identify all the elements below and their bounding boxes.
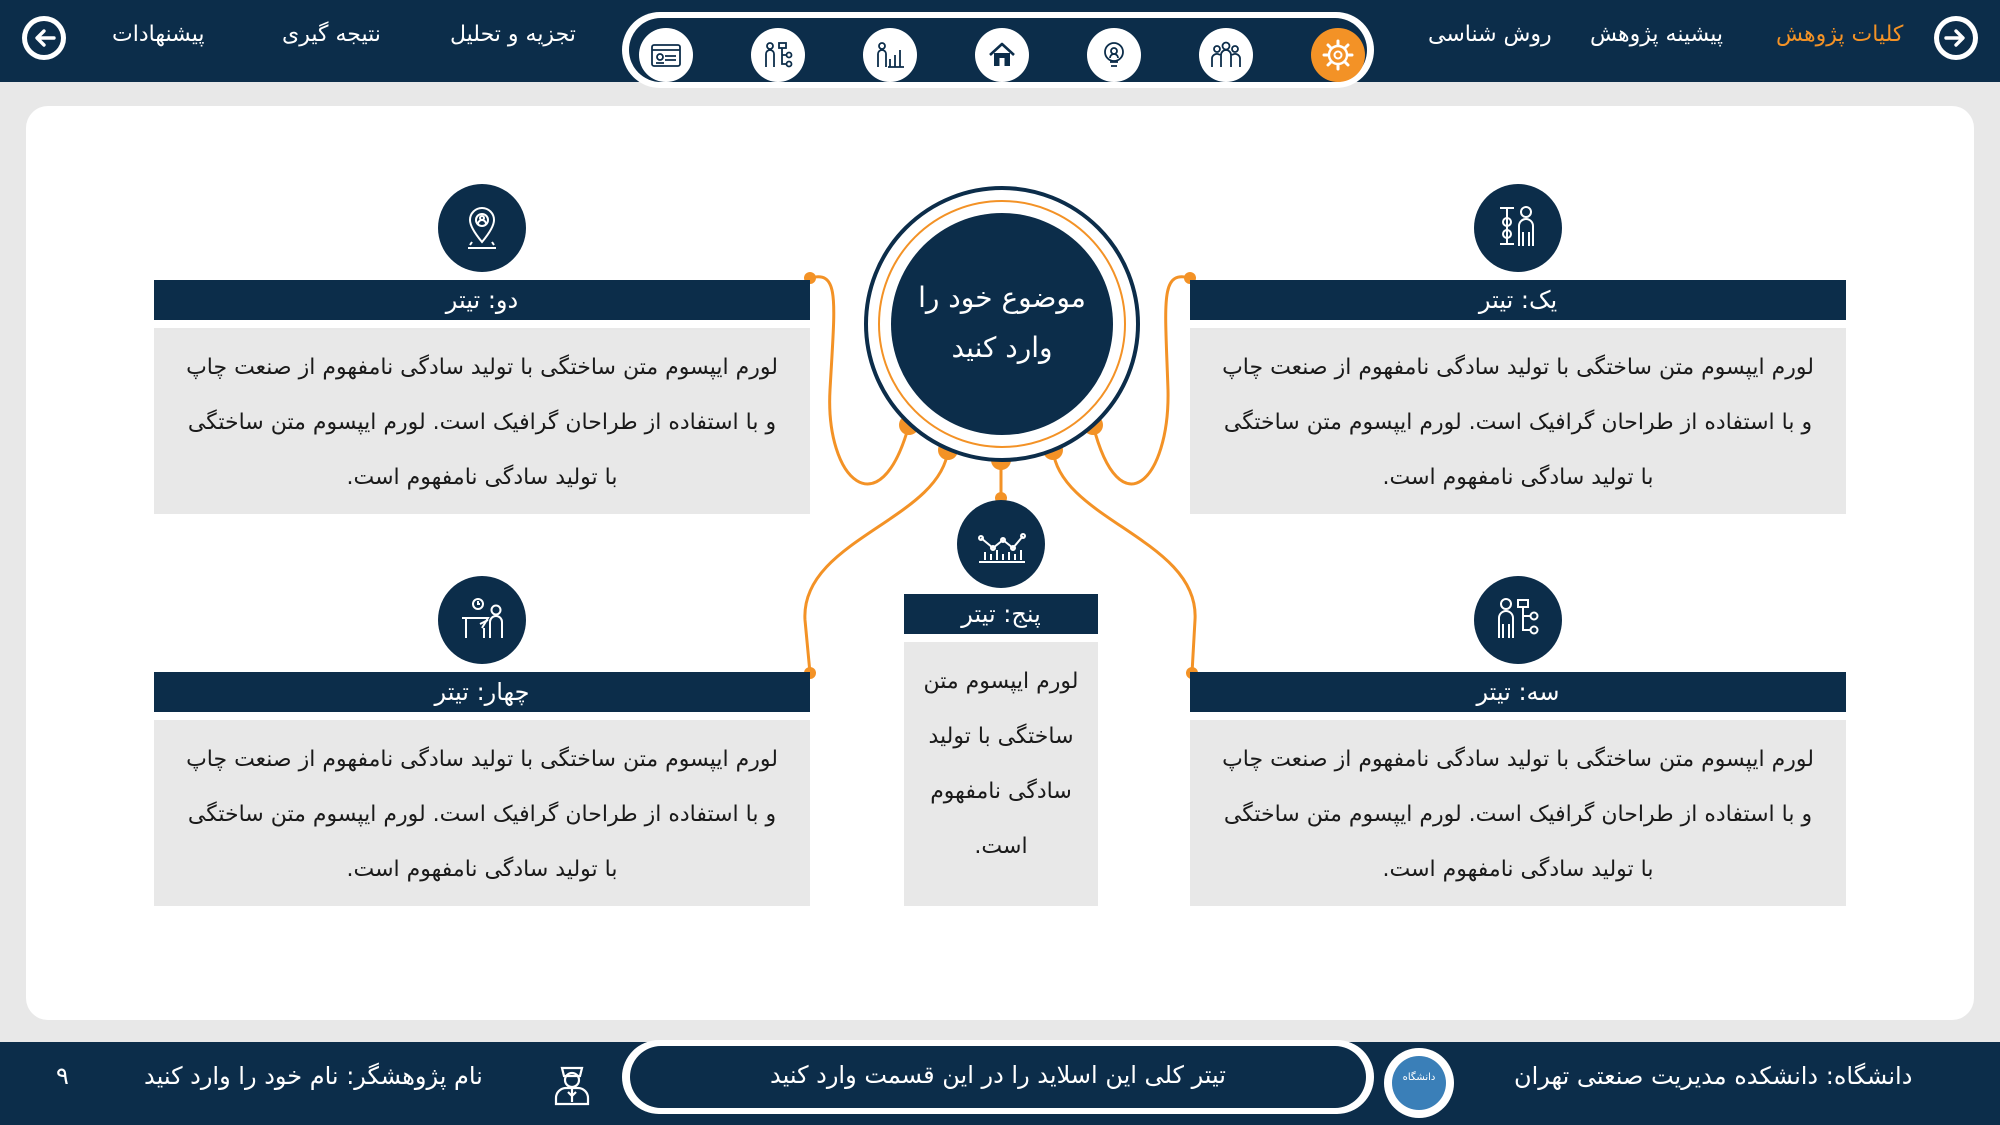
card-two-title: دو: تیتر <box>154 280 810 320</box>
university-name: دانشگاه: دانشکده مدیریت صنعتی تهران <box>1514 1062 1913 1090</box>
team-icon <box>1208 37 1244 73</box>
arrow-left-icon <box>22 16 66 60</box>
section-idea-button[interactable] <box>1087 28 1141 82</box>
organization-icon <box>760 37 796 73</box>
card-three-badge <box>1474 576 1562 664</box>
prev-slide-button[interactable] <box>22 16 66 60</box>
researcher-name: نام پژوهشگر: نام خود را وارد کنید <box>144 1062 483 1090</box>
id-card-icon <box>648 37 684 73</box>
presenter-icon <box>1492 594 1544 646</box>
gear-icon <box>1320 37 1356 73</box>
person-chart-icon <box>872 37 908 73</box>
card-one-badge <box>1474 184 1562 272</box>
nav-link-analysis[interactable]: تجزیه و تحلیل <box>450 22 576 47</box>
desk-worker-icon <box>456 594 508 646</box>
university-logo <box>1384 1048 1454 1118</box>
researcher-icon <box>548 1058 596 1108</box>
card-five-body: لورم ایپسوم متن ساختگی با تولید سادگی نامفهوم است. <box>904 642 1098 906</box>
card-one-title: یک: تیتر <box>1190 280 1846 320</box>
logo-text: دانشگاه <box>1402 1072 1436 1083</box>
slide-title-pill <box>622 1040 1374 1114</box>
card-five-badge <box>957 500 1045 588</box>
lightbulb-icon <box>1096 37 1132 73</box>
home-icon <box>984 37 1020 73</box>
section-team-button[interactable] <box>1199 28 1253 82</box>
slide-title: تیتر کلی این اسلاید را در این قسمت وارد کنید <box>630 1046 1366 1108</box>
section-structure-button[interactable] <box>751 28 805 82</box>
card-four-badge <box>438 576 526 664</box>
nav-link-suggestions[interactable]: پیشنهادات <box>112 22 205 47</box>
next-slide-button[interactable] <box>1934 16 1978 60</box>
section-growth-button[interactable] <box>863 28 917 82</box>
card-two-badge <box>438 184 526 272</box>
card-three-title: سه: تیتر <box>1190 672 1846 712</box>
card-two-body: لورم ایپسوم متن ساختگی با تولید سادگی نامفهوم از صنعت چاپ و با استفاده از طراحان گرافیک است. لورم ایپسوم متن ساختگی با تولید سادگی نامفهوم است. <box>154 328 810 514</box>
nav-link-conclusion[interactable]: نتیجه گیری <box>282 22 381 47</box>
location-pin-icon <box>456 202 508 254</box>
nav-link-methodology[interactable]: روش شناسی <box>1428 22 1552 47</box>
card-five-title: پنج: تیتر <box>904 594 1098 634</box>
card-four-body: لورم ایپسوم متن ساختگی با تولید سادگی نامفهوم از صنعت چاپ و با استفاده از طراحان گرافیک است. لورم ایپسوم متن ساختگی با تولید سادگی نامفهوم است. <box>154 720 810 906</box>
researcher-avatar-icon <box>548 1058 596 1108</box>
section-settings-button[interactable] <box>1311 28 1365 82</box>
card-four-title: چهار: تیتر <box>154 672 810 712</box>
arrow-right-icon <box>1934 16 1978 60</box>
nav-link-overview[interactable]: کلیات پژوهش <box>1776 22 1904 47</box>
card-three-body: لورم ایپسوم متن ساختگی با تولید سادگی نامفهوم از صنعت چاپ و با استفاده از طراحان گرافیک است. لورم ایپسوم متن ساختگی با تولید سادگی نامفهوم است. <box>1190 720 1846 906</box>
section-home-button[interactable] <box>975 28 1029 82</box>
topic-title: موضوع خود را وارد کنید <box>891 213 1113 435</box>
line-chart-icon <box>975 518 1027 570</box>
page-number: ۹ <box>56 1062 69 1090</box>
nav-link-literature[interactable]: پیشینه پژوهش <box>1590 22 1723 47</box>
section-icon-strip <box>622 12 1374 88</box>
team-chart-icon <box>1492 202 1544 254</box>
card-one-body: لورم ایپسوم متن ساختگی با تولید سادگی نامفهوم از صنعت چاپ و با استفاده از طراحان گرافیک است. لورم ایپسوم متن ساختگی با تولید سادگی نامفهوم است. <box>1190 328 1846 514</box>
section-resume-button[interactable] <box>639 28 693 82</box>
